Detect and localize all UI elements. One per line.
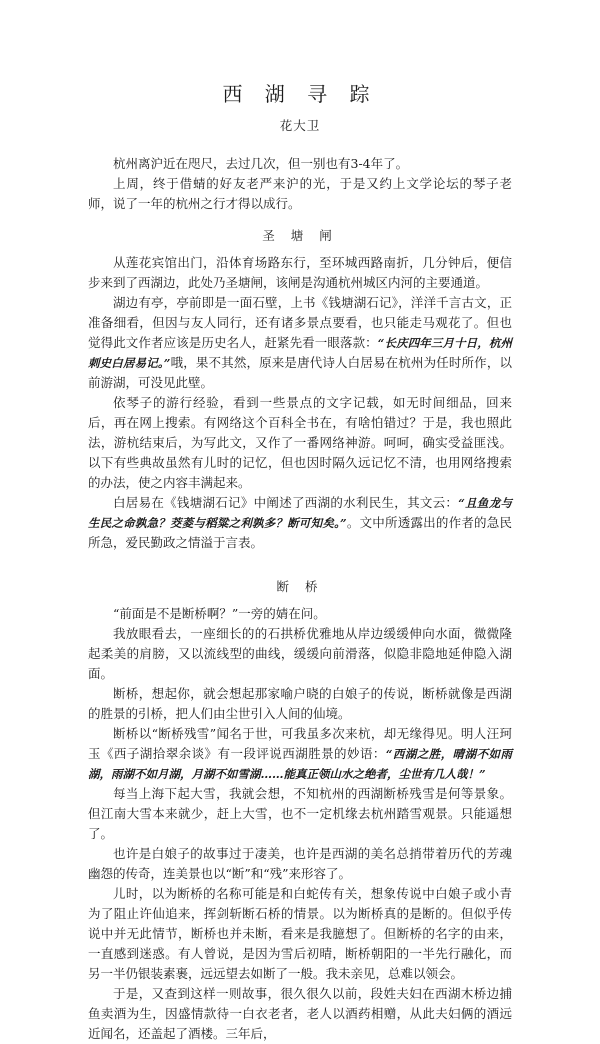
paragraph-text: 。文中所透露出的作者的急民所急，爱民勤政之情溢于言表。 — [88, 515, 512, 550]
classical-quote: “西湖之胜，晴湖不如雨湖，雨湖不如月湖，月湖不如雪湖……能真正领山水之绝者，尘世有几人哉！” — [88, 747, 512, 781]
paragraph-text: 哦，果不其然，原来是唐代诗人白居易在杭州为任时所作，以前游湖，可没见此壁。 — [88, 355, 512, 390]
paragraph: 每当上海下起大雪，我就会想，不知杭州的西湖断桥残雪是何等景象。但江南大雪本来就少，赶上大雪，也不一定机缘去杭州踏雪观景。只能遥想了。 — [88, 786, 512, 841]
paragraph — [88, 724, 512, 784]
section-heading: 圣 塘 闸 — [262, 228, 338, 243]
author-name: 花大卫 — [279, 118, 321, 133]
paragraph: 我放眼看去，一座细长的的石拱桥优雅地从岸边缓缓伸向水面，微微隆起柔美的肩膀，又以流线型的曲线，缓缓向前滑落，似隐非隐地延伸隐入湖面。 — [88, 626, 512, 681]
paragraph-text: 白居易在《钱塘湖石记》中阐述了西湖的水利民生，其文云： — [113, 495, 459, 510]
paragraph — [88, 493, 512, 553]
paragraph: 儿时，以为断桥的名称可能是和白蛇传有关，想象传说中白娘子或小青为了阻止许仙追来，挥剑斩断石桥的情景。以为断桥真的是断的。但似乎传说中并无此情节，断桥也并未断，看来是我臆想了。但断桥的名字的由来，一直感到迷惑。有人曾说，是因为雪后初晴，断桥朝阳的一半先行融化，而另一半仍银装素裹，远远望去如断了一般。我未亲见，总难以领会。 — [88, 886, 512, 981]
intro-section — [88, 154, 512, 214]
section-duanqiao — [88, 577, 512, 1044]
paragraph — [88, 293, 512, 393]
paragraph: 依琴子的游行经验，看到一些景点的文字记载，如无时间细品，回来后，再在网上搜索。有网络这个百科全书在，有啥怕错过？于是，我也照此法，游杭结束后，为写此文，又作了一番网络神游。呵呵，确实受益匪浅。以下有些典故虽然有儿时的记忆，但也因时隔久远记忆不清，也用网络搜索的办法，使之内容丰满起来。 — [88, 395, 512, 490]
inscription-quote: “长庆四年三月十日，杭州刺史白居易记。” — [88, 336, 512, 370]
paragraph: 从莲花宾馆出门，沿体育场路东行，至环城西路南折，几分钟后，便信步来到了西湖边，此处乃圣塘闸，该闸是沟通杭州城区内河的主要通道。 — [88, 255, 512, 290]
section-shengtangzha — [88, 226, 512, 553]
paragraph: 也许是白娘子的故事过于凄美，也许是西湖的美名总捎带着历代的芳魂幽怨的传奇，连美景也以“断”和“残”来形容了。 — [88, 846, 512, 881]
paragraph: 于是，又查到这样一则故事，很久很久以前，段姓夫妇在西湖木桥边捕鱼卖酒为生，因盛情款待一白衣老者，老人以酒药相赠，从此夫妇俩的酒远近闻名，还盖起了酒楼。三年后， — [88, 986, 512, 1041]
article-title: 西 湖 寻 踪 — [222, 82, 378, 106]
paragraph-text: 湖边有亭，亭前即是一面石壁，上书《钱塘湖石记》，洋洋千言古文，正准备细看，但因与友人同行，还有诸多景点要看，也只能走马观花了。但也觉得此文作者应该是历史名人，赶紧先看一眼落款： — [88, 295, 512, 350]
intro-paragraph: 上周，终于借蜻的好友老严来沪的光，于是又约上文学论坛的琴子老师，说了一年的杭州之行才得以成行。 — [88, 176, 512, 211]
classical-quote: “且鱼龙与生民之命孰急？茭菱与稻粱之利孰多？断可知矣。” — [88, 496, 512, 530]
paragraph-text: 断桥以“断桥残雪”闻名于世，可我虽多次来杭，却无缘得见。明人汪珂玉《西子湖拾翠余谈》有一段评说西湖胜景的妙语： — [88, 726, 512, 761]
intro-paragraph: 杭州离沪近在咫尺，去过几次，但一别也有3-4年了。 — [113, 156, 409, 171]
section-heading: 断 桥 — [276, 579, 324, 594]
paragraph: “前面是不是断桥啊？”一旁的婧在问。 — [113, 606, 326, 621]
paragraph: 断桥，想起你，就会想起那家喻户晓的白娘子的传说，断桥就像是西湖的胜景的引桥，把人们由尘世引入人间的仙境。 — [88, 686, 512, 721]
